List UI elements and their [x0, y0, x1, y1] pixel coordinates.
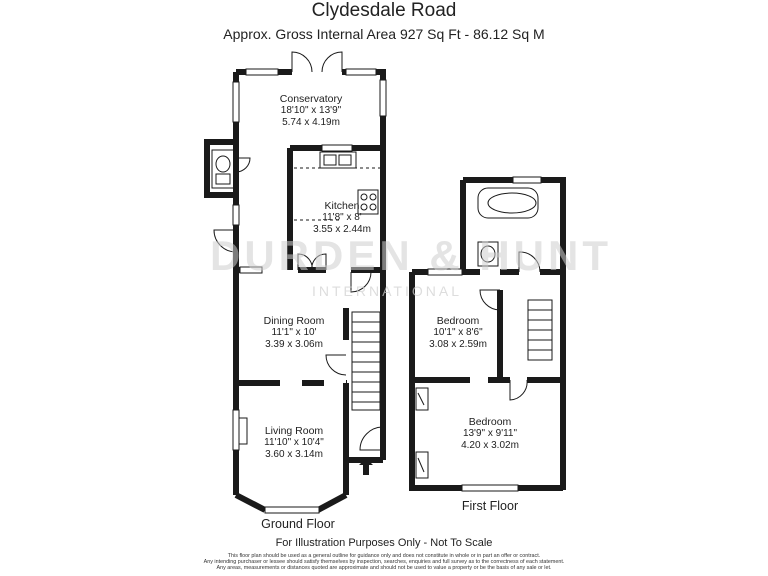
room-metric: 3.08 x 2.59m	[429, 339, 487, 350]
room-conservatory	[256, 93, 366, 129]
conservatory-window-left	[246, 69, 278, 75]
room-living	[244, 425, 344, 461]
plan-title: Clydesdale Road	[311, 0, 457, 21]
room-metric: 3.60 x 3.14m	[265, 449, 323, 460]
room-dining	[244, 315, 344, 351]
watermark-logo: DURDEN & HUNT	[210, 232, 612, 279]
room-metric: 5.74 x 4.19m	[282, 117, 340, 128]
room-imperial: 18'10" x 13'9"	[280, 105, 342, 116]
conservatory-window-right	[346, 69, 376, 75]
room-imperial: 11'8" x 8'	[322, 212, 362, 223]
wc-fixtures	[212, 150, 234, 188]
room-name: Conservatory	[279, 93, 343, 105]
kitchen-window	[322, 145, 352, 151]
room-bedroom-1	[416, 315, 500, 351]
room-name: Dining Room	[263, 315, 325, 327]
room-imperial: 11'1" x 10'	[271, 327, 317, 338]
french-door-right	[322, 52, 342, 72]
disclaimer-line-3: Any areas, measurements or distances quoted are approximate and should not be used to value a property or be the basis of any sale or let.	[216, 565, 552, 571]
ground-stairs	[352, 312, 380, 410]
room-bedroom-2	[440, 416, 540, 452]
disclaimer-line-2: Any intending purchaser or lessee should satisfy themselves by inspection, searches, enquiries and full survey as to the correctness of each statement.	[203, 559, 565, 565]
room-imperial: 11'10" x 10'4"	[264, 437, 324, 448]
room-imperial: 10'1" x 8'6"	[433, 327, 483, 338]
living-side-window	[233, 410, 239, 450]
room-name: Living Room	[264, 425, 324, 437]
room-name: Kitchen	[324, 200, 360, 212]
bedroom2-window	[462, 485, 518, 491]
room-metric: 3.55 x 2.44m	[313, 224, 371, 235]
area-summary: Approx. Gross Internal Area 927 Sq Ft - 86.12 Sq M	[223, 26, 545, 42]
room-metric: 4.20 x 3.02m	[461, 440, 519, 451]
watermark-subtitle: INTERNATIONAL	[312, 283, 462, 299]
bay-window	[265, 507, 319, 513]
room-metric: 3.39 x 3.06m	[265, 339, 323, 350]
bathroom-window	[513, 177, 541, 183]
disclaimer-line-1: This floor plan should be used as a general outline for guidance only and does not constitute in whole or in part an offer or contract.	[227, 553, 541, 559]
room-imperial: 13'9" x 9'11"	[462, 428, 518, 439]
conservatory-window-side	[233, 82, 239, 122]
room-name: Bedroom	[468, 416, 512, 428]
french-door-left	[292, 52, 312, 72]
ground-floor-label: Ground Floor	[261, 517, 335, 531]
first-floor-label: First Floor	[461, 499, 519, 513]
room-name: Bedroom	[436, 315, 480, 327]
illustration-note: For Illustration Purposes Only - Not To Scale	[275, 537, 493, 549]
conservatory-window-east	[380, 80, 386, 116]
room-kitchen	[296, 200, 388, 236]
conservatory-window-side-lower	[233, 205, 239, 225]
